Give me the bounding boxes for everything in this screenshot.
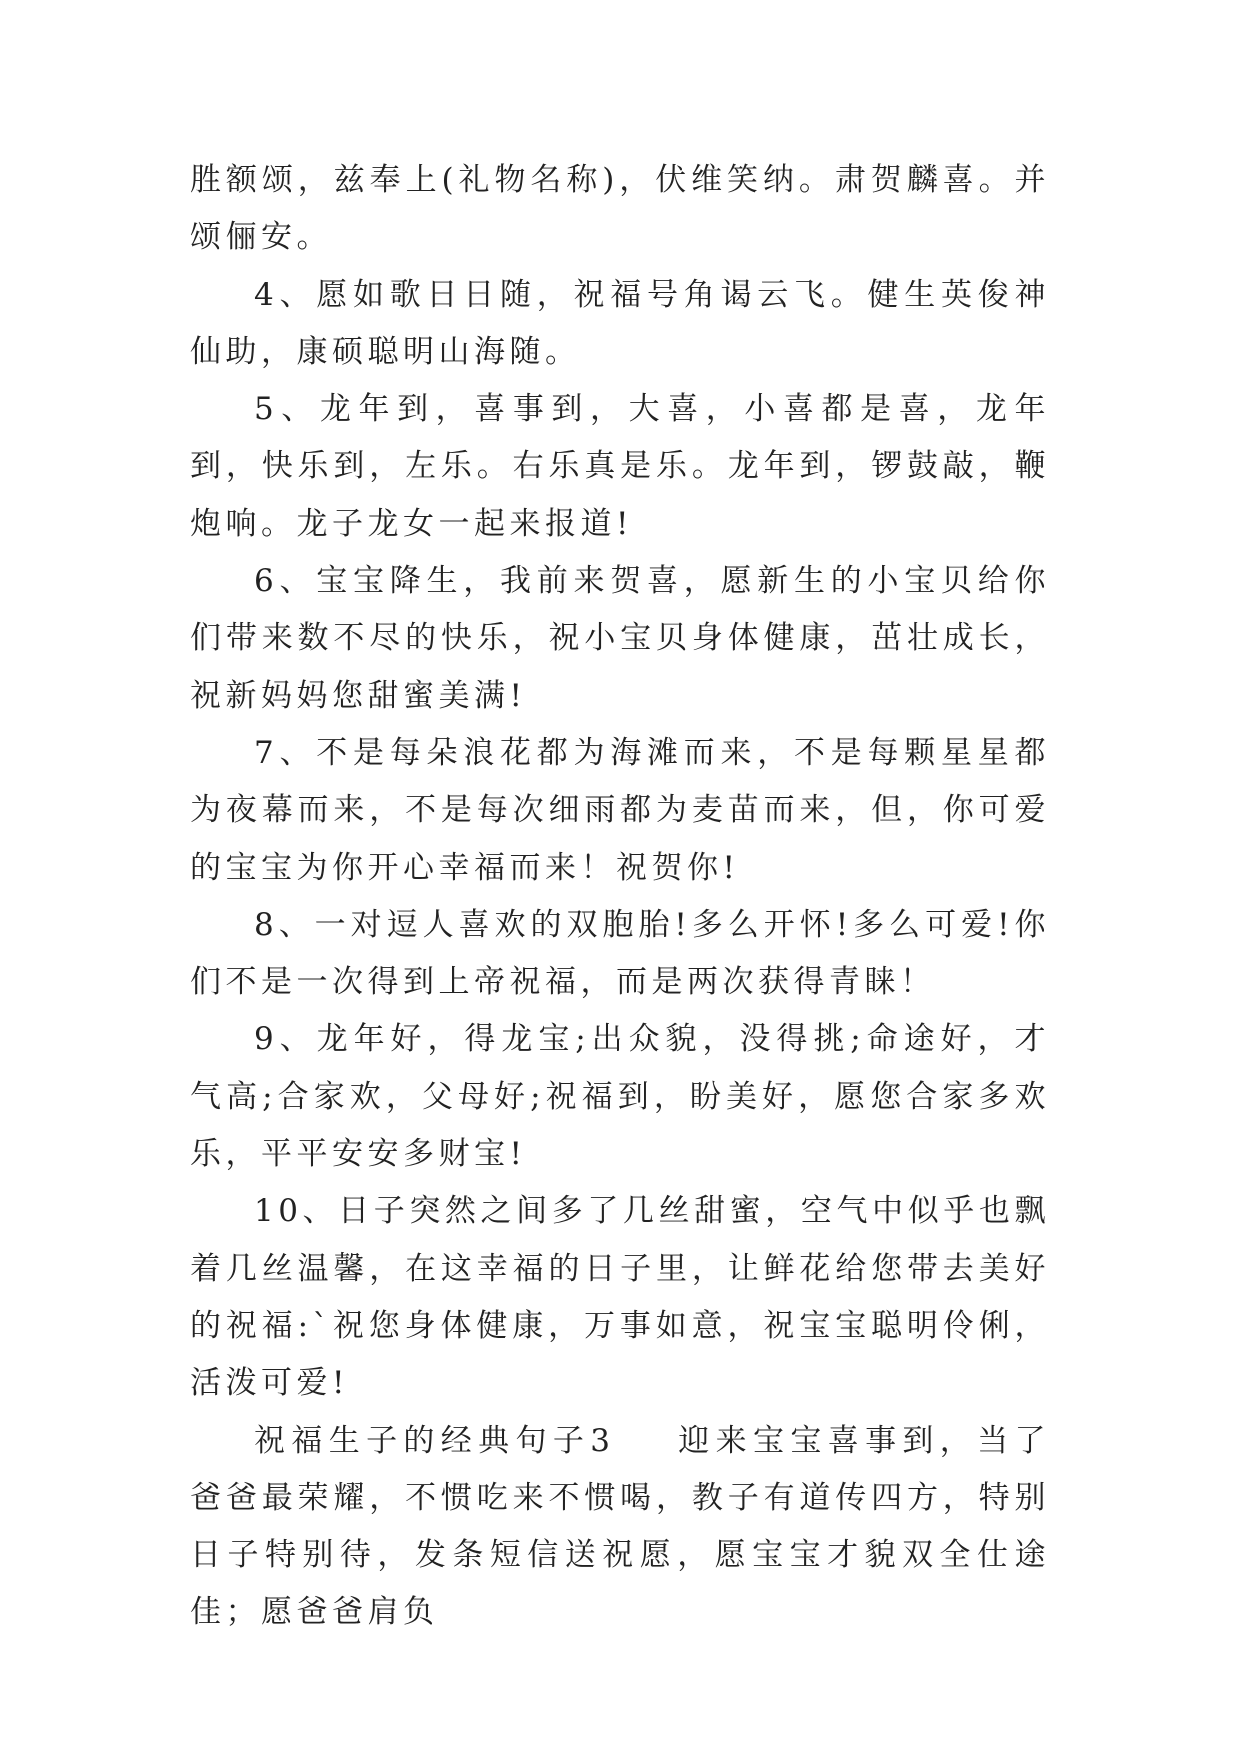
paragraph-6: 6、宝宝降生，我前来贺喜，愿新生的小宝贝给你们带来数不尽的快乐，祝小宝贝身体健康，茁壮成长，祝新妈妈您甜蜜美满! [190,563,1050,714]
section-paragraph [190,1413,1050,1642]
section-text: 迎来宝宝喜事到，当了爸爸最荣耀，不惯吃来不惯喝，教子有道传四方，特别日子特别待，发条短信送祝愿，愿宝宝才貌双全仕途佳；愿爸爸肩负 [190,1422,1050,1631]
paragraph-5: 5、龙年到，喜事到，大喜，小喜都是喜，龙年到，快乐到，左乐。右乐真是乐。龙年到，锣鼓敲，鞭炮响。龙子龙女一起来报道! [190,391,1050,542]
paragraph-7: 7、不是每朵浪花都为海滩而来，不是每颗星星都为夜幕而来，不是每次细雨都为麦苗而来，但，你可爱的宝宝为你开心幸福而来！祝贺你! [190,734,1050,886]
paragraph-4: 4、愿如歌日日随，祝福号角谒云飞。健生英俊神仙助，康硕聪明山海随。 [190,276,1050,370]
paragraph-8: 8、一对逗人喜欢的双胞胎!多么开怀!多么可爱!你们不是一次得到上帝祝福，而是两次获得青睐！ [190,906,1050,1001]
paragraph-9: 9、龙年好，得龙宝;出众貌，没得挑;命途好，才气高;合家欢，父母好;祝福到，盼美好，愿您合家多欢乐，平平安安多财宝! [190,1021,1050,1173]
document-body [190,152,1050,1642]
section-heading: 祝福生子的经典句子3 [254,1422,615,1459]
paragraph-3-end: 胜额颂，兹奉上(礼物名称)，伏维笑纳。肃贺麟喜。并颂俪安。 [190,162,1050,256]
paragraph-10: 10、日子突然之间多了几丝甜蜜，空气中似乎也飘着几丝温馨，在这幸福的日子里，让鲜花给您带去美好的祝福:`祝您身体健康，万事如意，祝宝宝聪明伶俐，活泼可爱! [190,1193,1050,1402]
